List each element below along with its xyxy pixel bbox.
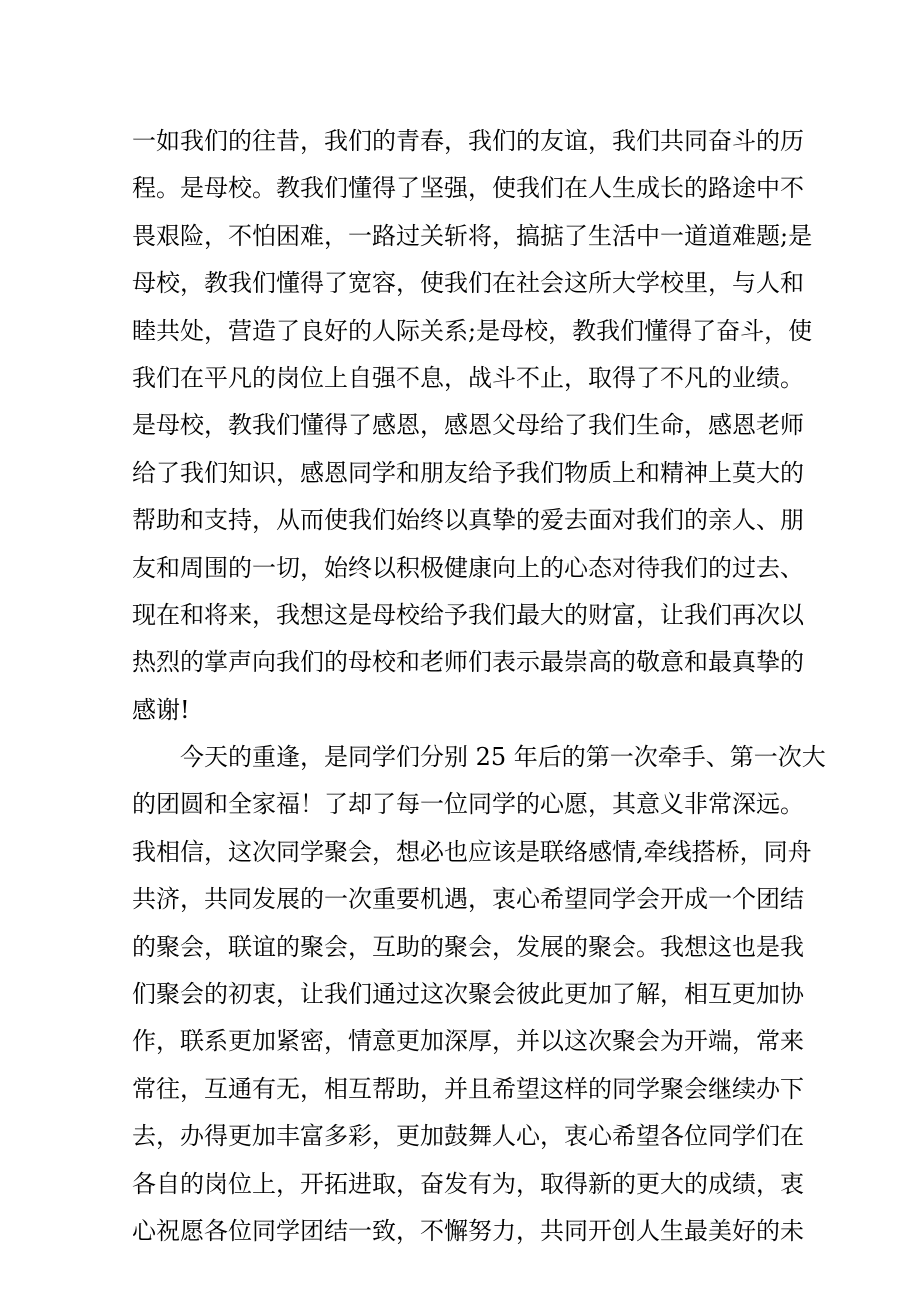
text-line: 感谢! xyxy=(132,695,190,724)
text-line: 给了我们知识，感恩同学和朋友给予我们物质上和精神上莫大的 xyxy=(132,458,804,487)
text-line: 是母校，教我们懂得了感恩，感恩父母给了我们生命，感恩老师 xyxy=(132,411,804,440)
text-line: 心祝愿各位同学团结一致，不懈努力，共同开创人生最美好的未 xyxy=(132,1216,804,1245)
text-line: 各自的岗位上，开拓进取，奋发有为，取得新的更大的成绩，衷 xyxy=(132,1169,804,1198)
text-line: 常往，互通有无，相互帮助，并且希望这样的同学聚会继续办下 xyxy=(132,1074,804,1103)
text-line: 睦共处，营造了良好的人际关系;是母校，教我们懂得了奋斗，使 xyxy=(132,316,813,345)
text-line: 程。是母校。教我们懂得了坚强，使我们在人生成长的路途中不 xyxy=(132,174,804,203)
text-line: 一如我们的往昔，我们的青春，我们的友谊，我们共同奋斗的历 xyxy=(132,127,804,155)
text-line: 的聚会，联谊的聚会，互助的聚会，发展的聚会。我想这也是我 xyxy=(132,932,804,961)
body-text xyxy=(132,118,826,1255)
text-line: 我相信，这次同学聚会，想必也应该是联络感情,牵线搭桥，同舟 xyxy=(132,837,812,866)
paragraph-start-line: 今天的重逢，是同学们分别 25 年后的第一次牵手、第一次大 xyxy=(180,743,826,772)
text-line: 畏艰险，不怕困难，一路过关斩将，搞掂了生活中一道道难题;是 xyxy=(132,221,813,250)
text-line: 作，联系更加紧密，情意更加深厚，并以这次聚会为开端，常来 xyxy=(132,1027,804,1056)
text-line: 们聚会的初衷，让我们通过这次聚会彼此更加了解，相互更加协 xyxy=(132,980,804,1009)
text-line: 的团圆和全家福！了却了每一位同学的心愿，其意义非常深远。 xyxy=(132,790,804,819)
text-line: 现在和将来，我想这是母校给予我们最大的财富，让我们再次以 xyxy=(132,600,804,629)
text-line: 友和周围的一切，始终以积极健康向上的心态对待我们的过去、 xyxy=(132,553,804,582)
text-line: 去，办得更加丰富多彩，更加鼓舞人心，衷心希望各位同学们在 xyxy=(132,1122,804,1151)
text-line: 热烈的掌声向我们的母校和老师们表示最崇高的敬意和最真挚的 xyxy=(132,648,804,677)
text-line: 母校，教我们懂得了宽容，使我们在社会这所大学校里，与人和 xyxy=(132,269,804,298)
text-line: 共济，共同发展的一次重要机遇，衷心希望同学会开成一个团结 xyxy=(132,885,804,914)
text-line: 我们在平凡的岗位上自强不息，战斗不止，取得了不凡的业绩。 xyxy=(132,363,804,392)
text-line: 帮助和支持，从而使我们始终以真挚的爱去面对我们的亲人、朋 xyxy=(132,506,804,535)
